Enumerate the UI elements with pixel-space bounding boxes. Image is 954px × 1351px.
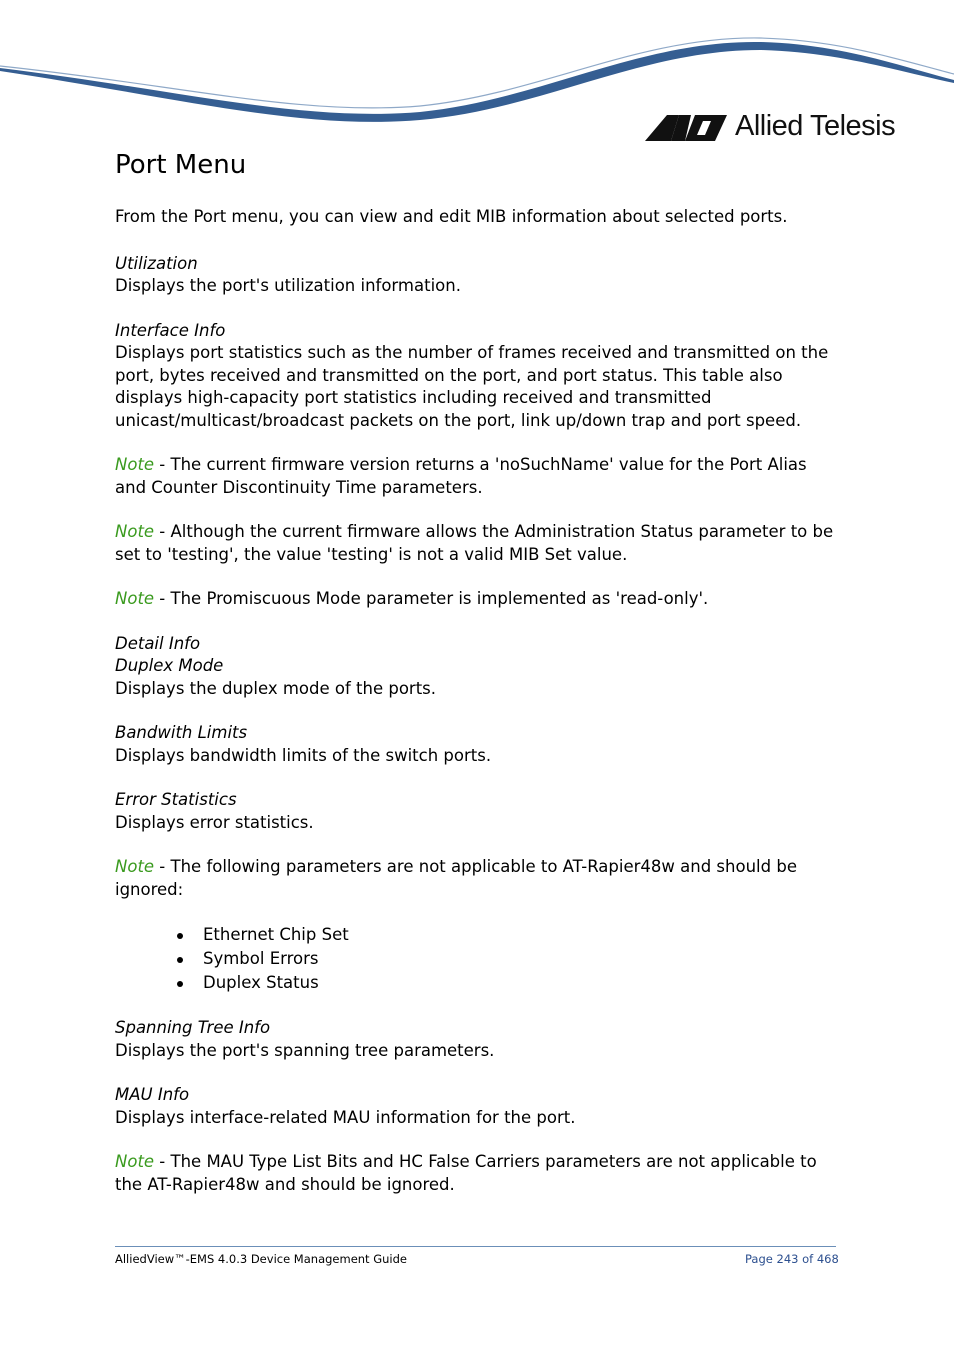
interface-note-2 (115, 521, 840, 566)
note-text: - Although the current firmware allows the Administration Status parameter to be set to 'testing', the value 'testing' is not a valid MIB Set value. (115, 522, 834, 564)
duplex-mode-term: Duplex Mode (115, 656, 224, 675)
bandwidth-limits-desc: Displays bandwidth limits of the switch ports. (115, 745, 492, 765)
note-label: Note (115, 522, 155, 541)
detail-info-term: Detail Info (115, 633, 201, 653)
note-label: Note (115, 857, 155, 876)
bandwidth-limits-term: Bandwith Limits (115, 723, 248, 742)
utilization-term: Utilization (115, 253, 198, 273)
footer-divider (115, 1246, 836, 1247)
interface-info-term: Interface Info (115, 320, 226, 340)
list-item: Symbol Errors (203, 947, 840, 971)
interface-info-desc: Displays port statistics such as the number of frames received and transmitted on the port, bytes received and transmitted on the port, and port status. This table also displays high-capacity port statistics including received and transmitted unicast/multicast/broadcast packets on the port, link up/down trap and port speed. (115, 343, 829, 430)
spanning-tree-info-term: Spanning Tree Info (115, 1018, 271, 1037)
error-statistics-desc: Displays error statistics. (115, 812, 314, 832)
list-item: Ethernet Chip Set (203, 923, 840, 947)
note-label: Note (115, 589, 155, 608)
error-statistics-term: Error Statistics (115, 790, 237, 809)
footer-page-number: Page 243 of 468 (745, 1252, 839, 1266)
note-text: - The following parameters are not applicable to AT-Rapier48w and should be ignored: (115, 857, 797, 899)
note-label: Note (115, 455, 155, 474)
duplex-mode-desc: Displays the duplex mode of the ports. (115, 678, 437, 698)
allied-telesis-logo (645, 110, 895, 143)
allied-telesis-logo-mark-icon (645, 113, 727, 141)
note-label: Note (115, 1152, 155, 1171)
mau-info-desc: Displays interface-related MAU information for the port. (115, 1107, 576, 1127)
interface-note-3 (115, 588, 840, 611)
intro-text: From the Port menu, you can view and edit MIB information about selected ports. (115, 207, 788, 226)
page-title: Port Menu (115, 150, 247, 180)
note-text: - The current firmware version returns a 'noSuchName' value for the Port Alias and Counter Discontinuity Time parameters. (115, 455, 807, 497)
spanning-tree-info-desc: Displays the port's spanning tree parameters. (115, 1040, 495, 1060)
interface-note-1 (115, 454, 840, 499)
utilization-desc: Displays the port's utilization information. (115, 276, 461, 295)
ignored-parameters-list (115, 923, 840, 995)
note-text: - The Promiscuous Mode parameter is implemented as 'read-only'. (154, 589, 709, 608)
footer-document-title: AlliedView™-EMS 4.0.3 Device Management Guide (115, 1252, 407, 1266)
mau-info-note (115, 1151, 840, 1196)
mau-info-term: MAU Info (115, 1085, 190, 1104)
document-body (115, 206, 840, 1196)
list-item: Duplex Status (203, 971, 840, 995)
note-text: - The MAU Type List Bits and HC False Carriers parameters are not applicable to the AT-Rapier48w and should be ignored. (115, 1152, 817, 1194)
error-statistics-note (115, 856, 840, 901)
logo-text: Allied Telesis (735, 110, 896, 142)
